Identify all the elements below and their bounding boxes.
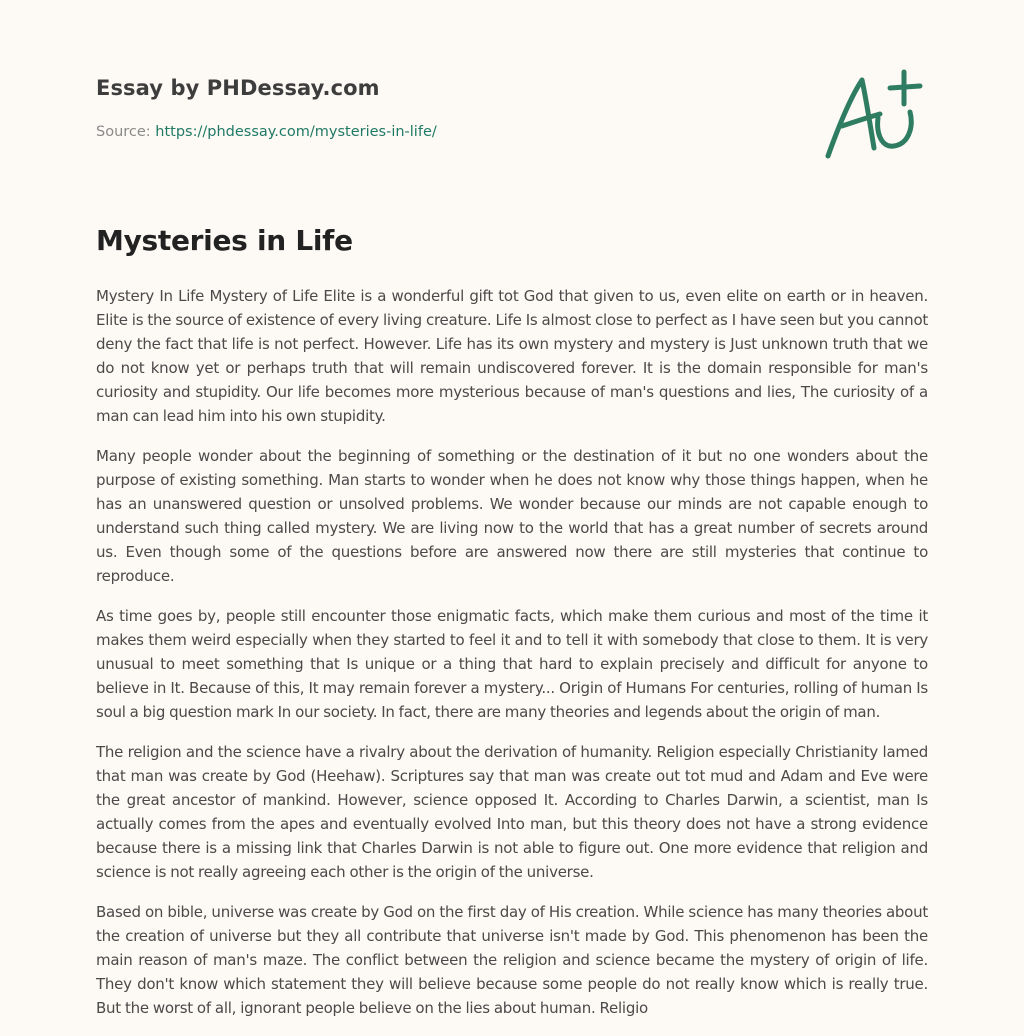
brand-title: Essay by PHDessay.com	[96, 76, 380, 100]
essay-paragraph: Mystery In Life Mystery of Life Elite is a wonderful gift tot God that given to us, even elite on earth or in heaven. Elite is the source of existence of every living creature. Life Is almost close to perfect as I have seen but you cannot deny the fact that life is not perfect. However. Life has its own mystery and mystery is Just unknown truth that we do not know yet or perhaps truth that will remain undiscovered forever. It is the domain responsible for man's curiosity and stupidity. Our life becomes more mysterious because of man's questions and lies, The curiosity of a man can lead him into his own stupidity.	[96, 287, 928, 425]
essay-paragraph: The religion and the science have a rivalry about the derivation of humanity. Religion especially Christianity lamed that man was create by God (Heehaw). Scriptures say that man was create out tot mud and Adam and Eve were the great ancestor of mankind. However, science opposed It. According to Charles Darwin, a scientist, man Is actually comes from the apes and eventually evolved Into man, but this theory does not have a strong evidence because there is a missing link that Charles Darwin is not able to figure out. One more evidence that religion and science is not really agreeing each other is the origin of the universe.	[96, 743, 928, 881]
essay-title: Mysteries in Life	[96, 224, 353, 257]
header	[96, 76, 928, 186]
source-label: Source:	[96, 124, 156, 140]
source-link[interactable]: https://phdessay.com/mysteries-in-life/	[155, 124, 437, 140]
essay-body	[96, 284, 928, 1036]
essay-paragraph: As time goes by, people still encounter those enigmatic facts, which make them curious and most of the time it makes them weird especially when they started to feel it and to tell it with somebody that close to them. It is very unusual to meet something that Is unique or a thing that hard to explain precisely and difficult for anyone to believe in It. Because of this, It may remain forever a mystery... Origin of Humans For centuries, rolling of human Is soul a big question mark In our society. In fact, there are many theories and legends about the origin of man.	[96, 607, 928, 721]
source-line	[96, 124, 437, 140]
a-plus-grade-icon	[820, 68, 928, 164]
essay-paragraph: Many people wonder about the beginning of something or the destination of it but no one wonders about the purpose of existing something. Man starts to wonder when he does not know why those things happen, when he has an unanswered question or unsolved problems. We wonder because our minds are not capable enough to understand such thing called mystery. We are living now to the world that has a great number of secrets around us. Even though some of the questions before are answered now there are still mysteries that continue to reproduce.	[96, 447, 928, 585]
essay-paragraph: Based on bible, universe was create by God on the first day of His creation. While science has many theories about the creation of universe but they all contribute that universe isn't made by God. This phenomenon has been the main reason of man's maze. The conflict between the religion and science became the mystery of origin of life. They don't know which statement they will believe because some people do not really know which is really true. But the worst of all, ignorant people believe on the lies about human. Religio	[96, 903, 928, 1017]
